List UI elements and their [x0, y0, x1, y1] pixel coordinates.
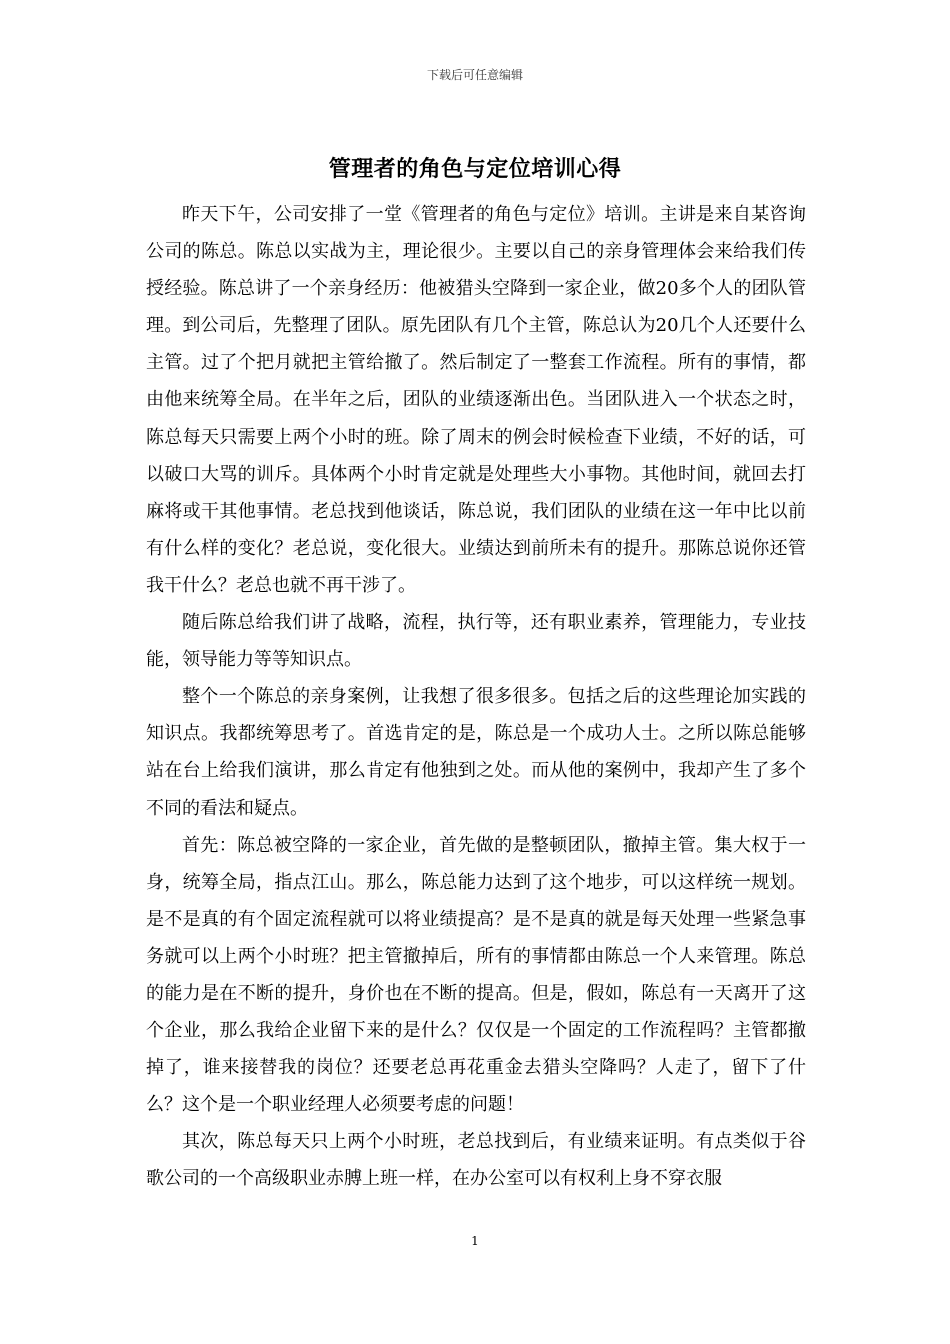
- document-title: 管理者的角色与定位培训心得: [328, 156, 622, 182]
- page-header: 下载后可任意编辑: [426, 68, 523, 82]
- page-number: 1: [471, 1234, 479, 1248]
- paragraph-2: 随后陈总给我们讲了战略，流程，执行等，还有职业素养，管理能力，专业技能，领导能力等等知识点。: [146, 612, 806, 671]
- document-body: [146, 196, 806, 1198]
- paragraph-1: 昨天下午，公司安排了一堂《管理者的角色与定位》培训。主讲是来自某咨询公司的陈总。陈总以实战为主，理论很少。主要以自己的亲身管理体会来给我们传授经验。陈总讲了一个亲身经历：他被猎头空降到一家企业，做20多个人的团队管理。到公司后，先整理了团队。原先团队有几个主管，陈总认为20几个人还要什么主管。过了个把月就把主管给撤了。然后制定了一整套工作流程。所有的事情，都由他来统筹全局。在半年之后，团队的业绩逐渐出色。当团队进入一个状态之时，陈总每天只需要上两个小时的班。除了周末的例会时候检查下业绩，不好的话，可以破口大骂的训斥。具体两个小时肯定就是处理些大小事物。其他时间，就回去打麻将或干其他事情。老总找到他谈话，陈总说，我们团队的业绩在这一年中比以前有什么样的变化？老总说，变化很大。业绩达到前所未有的提升。那陈总说你还管我干什么？老总也就不再干涉了。: [146, 204, 806, 596]
- paragraph-4: 首先：陈总被空降的一家企业，首先做的是整顿团队，撤掉主管。集大权于一身，统筹全局，指点江山。那么，陈总能力达到了这个地步，可以这样统一规划。是不是真的有个固定流程就可以将业绩提高？是不是真的就是每天处理一些紧急事务就可以上两个小时班？把主管撤掉后，所有的事情都由陈总一个人来管理。陈总的能力是在不断的提升，身价也在不断的提高。但是，假如，陈总有一天离开了这个企业，那么我给企业留下来的是什么？仅仅是一个固定的工作流程吗？主管都撤掉了，谁来接替我的岗位？还要老总再花重金去猎头空降吗？人走了，留下了什么？这个是一个职业经理人必须要考虑的问题！: [146, 834, 806, 1116]
- paragraph-5: 其次，陈总每天只上两个小时班，老总找到后，有业绩来证明。有点类似于谷歌公司的一个高级职业赤膊上班一样，在办公室可以有权利上身不穿衣服: [146, 1131, 806, 1190]
- paragraph-3: 整个一个陈总的亲身案例，让我想了很多很多。包括之后的这些理论加实践的知识点。我都统筹思考了。首选肯定的是，陈总是一个成功人士。之所以陈总能够站在台上给我们演讲，那么肯定有他独到之处。而从他的案例中，我却产生了多个不同的看法和疑点。: [146, 686, 806, 819]
